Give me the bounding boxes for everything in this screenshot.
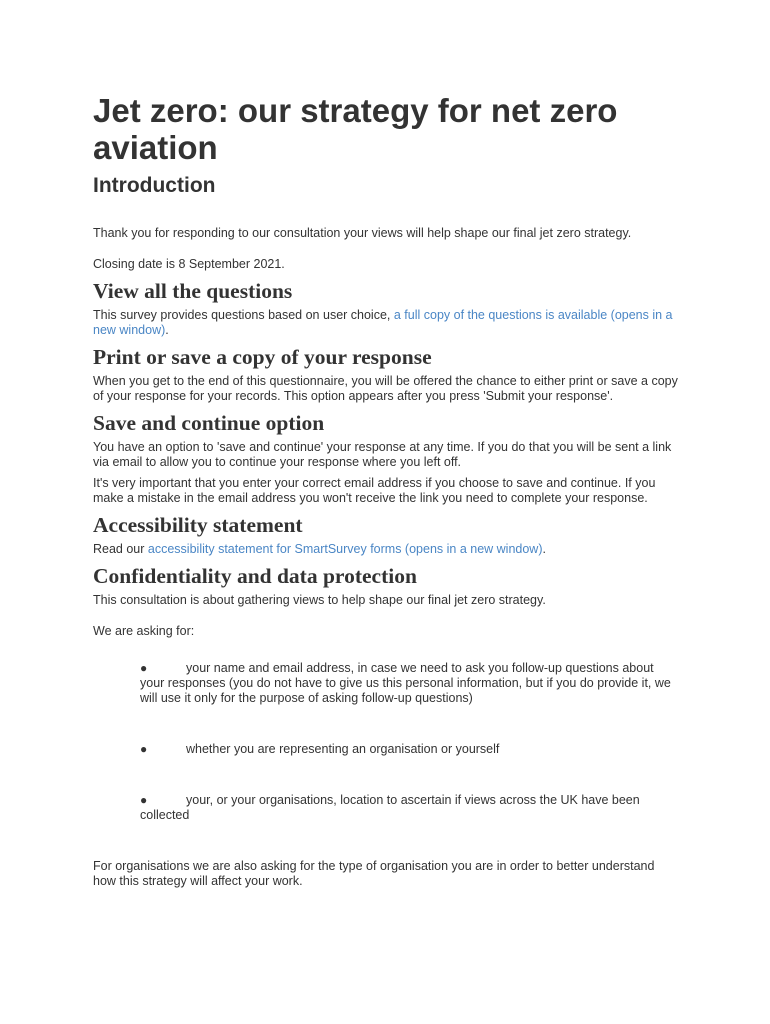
bullet-icon: ● [140,793,148,807]
list-item [140,742,678,757]
bullet-icon: ● [140,742,148,756]
list-item [140,793,678,823]
asking-for-text: We are asking for: [93,624,195,638]
accessibility-text-after: . [542,542,546,556]
save-continue-text: You have an option to 'save and continue' your response at any time. If you do that you will be sent a link via email to allow you to continue your response where you left off. [93,440,672,469]
list-item-text: whether you are representing an organisation or yourself [186,742,500,756]
confidentiality-text: This consultation is about gathering views to help shape our final jet zero strategy. [93,593,546,607]
email-warning-text: It's very important that you enter your correct email address if you choose to save and continue. If you make a mistake in the email address you won't receive the link you need to complete your response. [93,476,656,505]
list-item-text: your name and email address, in case we need to ask you follow-up questions about your responses (you do not have to give us this personal information, but if you do provide it, we will use it only for the purpose of asking follow-up questions) [140,661,671,705]
accessibility-statement-link[interactable]: accessibility statement for SmartSurvey forms (opens in a new window) [147,542,543,556]
save-continue-heading: Save and continue option [93,411,325,435]
bullet-icon: ● [140,661,148,675]
intro-thanks-text: Thank you for responding to our consultation your views will help shape our final jet zero strategy. [93,226,632,240]
list-item-text: your, or your organisations, location to ascertain if views across the UK have been collected [140,793,640,822]
print-save-heading: Print or save a copy of your response [93,345,432,369]
accessibility-text [93,542,678,557]
list-item [140,661,678,706]
view-questions-heading: View all the questions [93,279,293,303]
view-questions-text [93,308,678,338]
accessibility-text-before: Read our [93,542,148,556]
questions-copy-link[interactable]: a full copy of the questions is available (opens in a new window) [93,308,673,337]
data-collected-list [93,661,678,823]
page-subtitle: Introduction [93,174,216,197]
organisation-type-text: For organisations we are also asking for the type of organisation you are in order to better understand how this strategy will affect your work. [93,859,655,888]
accessibility-heading: Accessibility statement [93,513,303,537]
closing-date-text: Closing date is 8 September 2021. [93,257,285,271]
view-questions-text-before: This survey provides questions based on user choice, [93,308,394,322]
confidentiality-heading: Confidentiality and data protection [93,564,417,588]
view-questions-text-after: . [165,323,169,337]
page-title: Jet zero: our strategy for net zero aviation [93,92,618,166]
print-save-text: When you get to the end of this questionnaire, you will be offered the chance to either print or save a copy of your response for your records. This option appears after you press 'Submit your response'. [93,374,678,403]
document-page [93,92,678,889]
